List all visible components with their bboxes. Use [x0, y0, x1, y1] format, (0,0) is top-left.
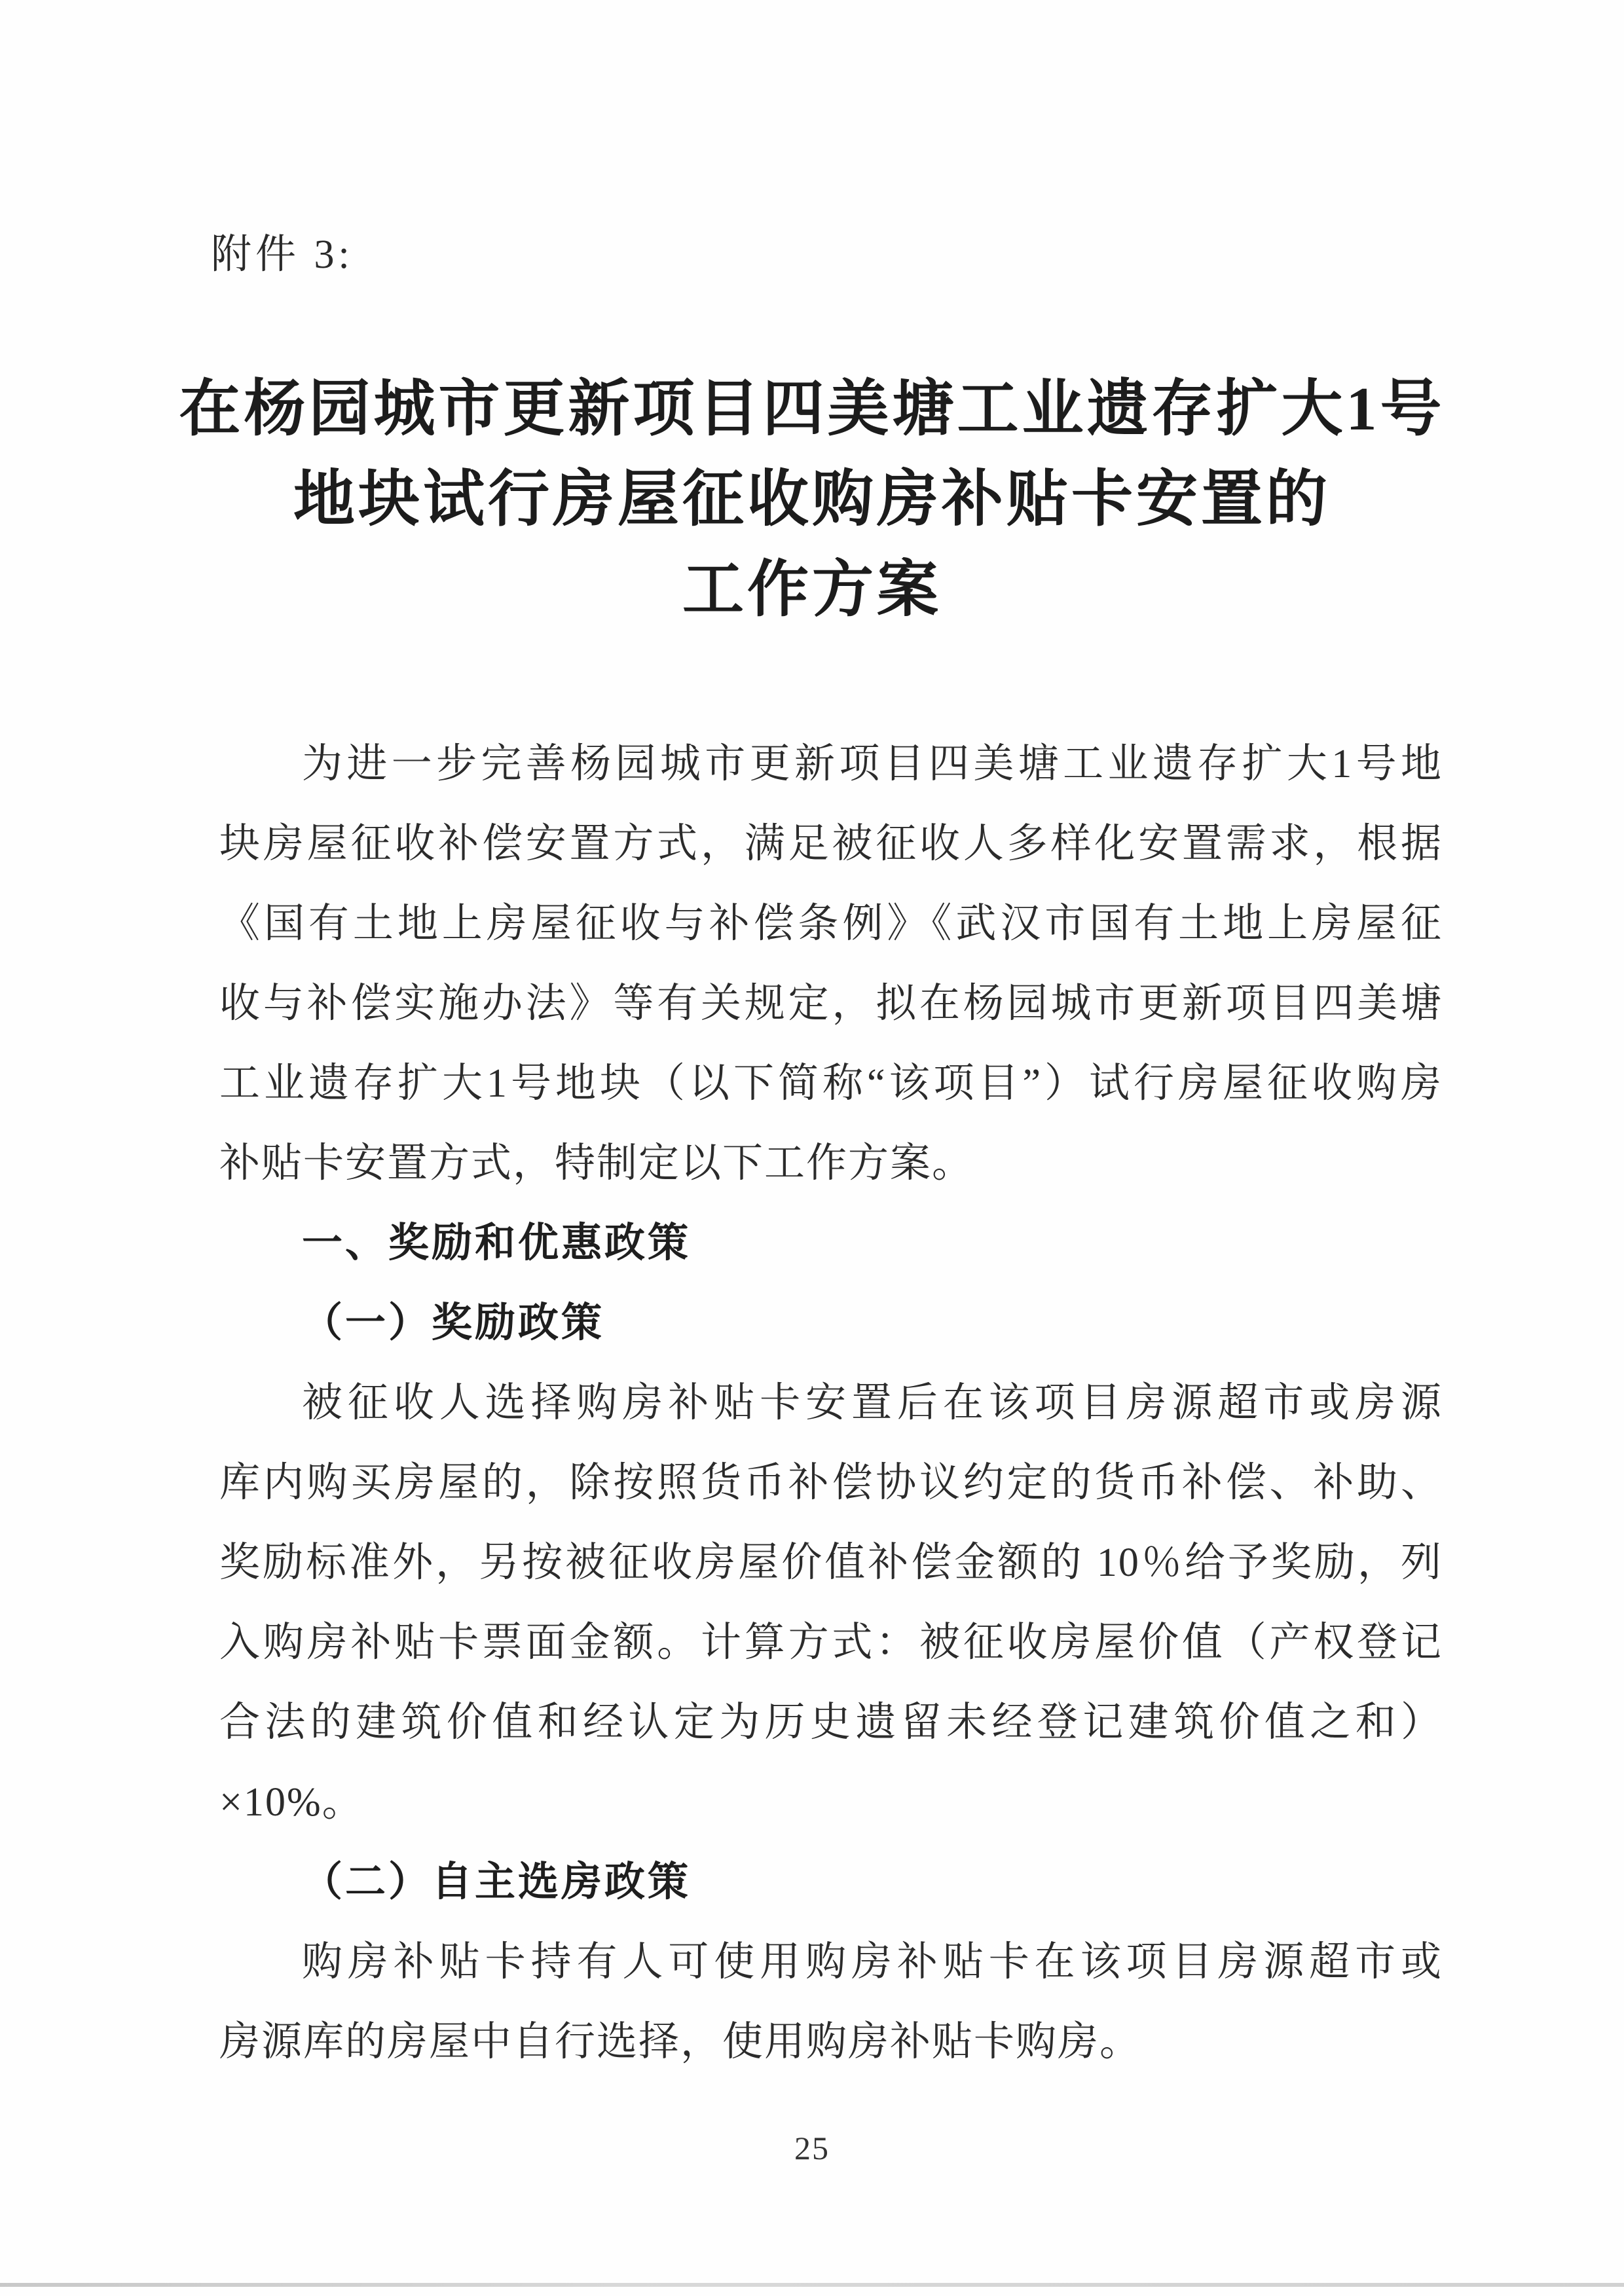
page-number: 25	[794, 2130, 830, 2166]
paragraph-line-last: ×10%。	[219, 1780, 364, 1825]
paragraph-line: 合法的建筑价值和经认定为历史遗留未经登记建筑价值之和）	[219, 1700, 1443, 1745]
attachment-label: 附件 3:	[211, 232, 354, 277]
intro-line-last: 补贴卡安置方式，特制定以下工作方案。	[219, 1141, 974, 1186]
document-body	[219, 724, 1443, 2082]
paragraph-line: 被征收人选择购房补贴卡安置后在该项目房源超市或房源	[302, 1381, 1443, 1425]
intro-line: 为进一步完善杨园城市更新项目四美塘工业遗存扩大1号地	[302, 742, 1443, 786]
paragraph-line: 购房补贴卡持有人可使用购房补贴卡在该项目房源超市或	[302, 1940, 1443, 1984]
document-title	[0, 364, 1624, 635]
paragraph-line: 奖励标准外，另按被征收房屋价值补偿金额的 10％给予奖励，列	[219, 1540, 1443, 1585]
title-line-3: 工作方案	[682, 556, 942, 624]
section-heading: 一、奖励和优惠政策	[302, 1220, 692, 1266]
paragraph-line-last: 房源库的房屋中自行选择，使用购房补贴卡购房。	[219, 2020, 1142, 2064]
scan-edge-artifact	[0, 2283, 1624, 2287]
title-line-2: 地块试行房屋征收购房补贴卡安置的	[293, 465, 1331, 534]
paragraph-line: 入购房补贴卡票面金额。计算方式：被征收房屋价值（产权登记	[219, 1620, 1443, 1665]
subsection-heading-2: （二）自主选房政策	[302, 1860, 692, 1904]
intro-line: 工业遗存扩大1号地块（以下简称“该项目”）试行房屋征收购房	[219, 1061, 1443, 1106]
title-line-1: 在杨园城市更新项目四美塘工业遗存扩大1号	[179, 375, 1445, 443]
intro-line: 块房屋征收补偿安置方式，满足被征收人多样化安置需求，根据	[219, 822, 1443, 866]
subsection-heading-1: （一）奖励政策	[302, 1301, 605, 1345]
paragraph-line: 库内购买房屋的，除按照货币补偿协议约定的货币补偿、补助、	[219, 1461, 1443, 1505]
intro-line: 收与补偿实施办法》等有关规定，拟在杨园城市更新项目四美塘	[219, 981, 1443, 1026]
intro-line: 《国有土地上房屋征收与补偿条例》《武汉市国有土地上房屋征	[219, 902, 1443, 946]
